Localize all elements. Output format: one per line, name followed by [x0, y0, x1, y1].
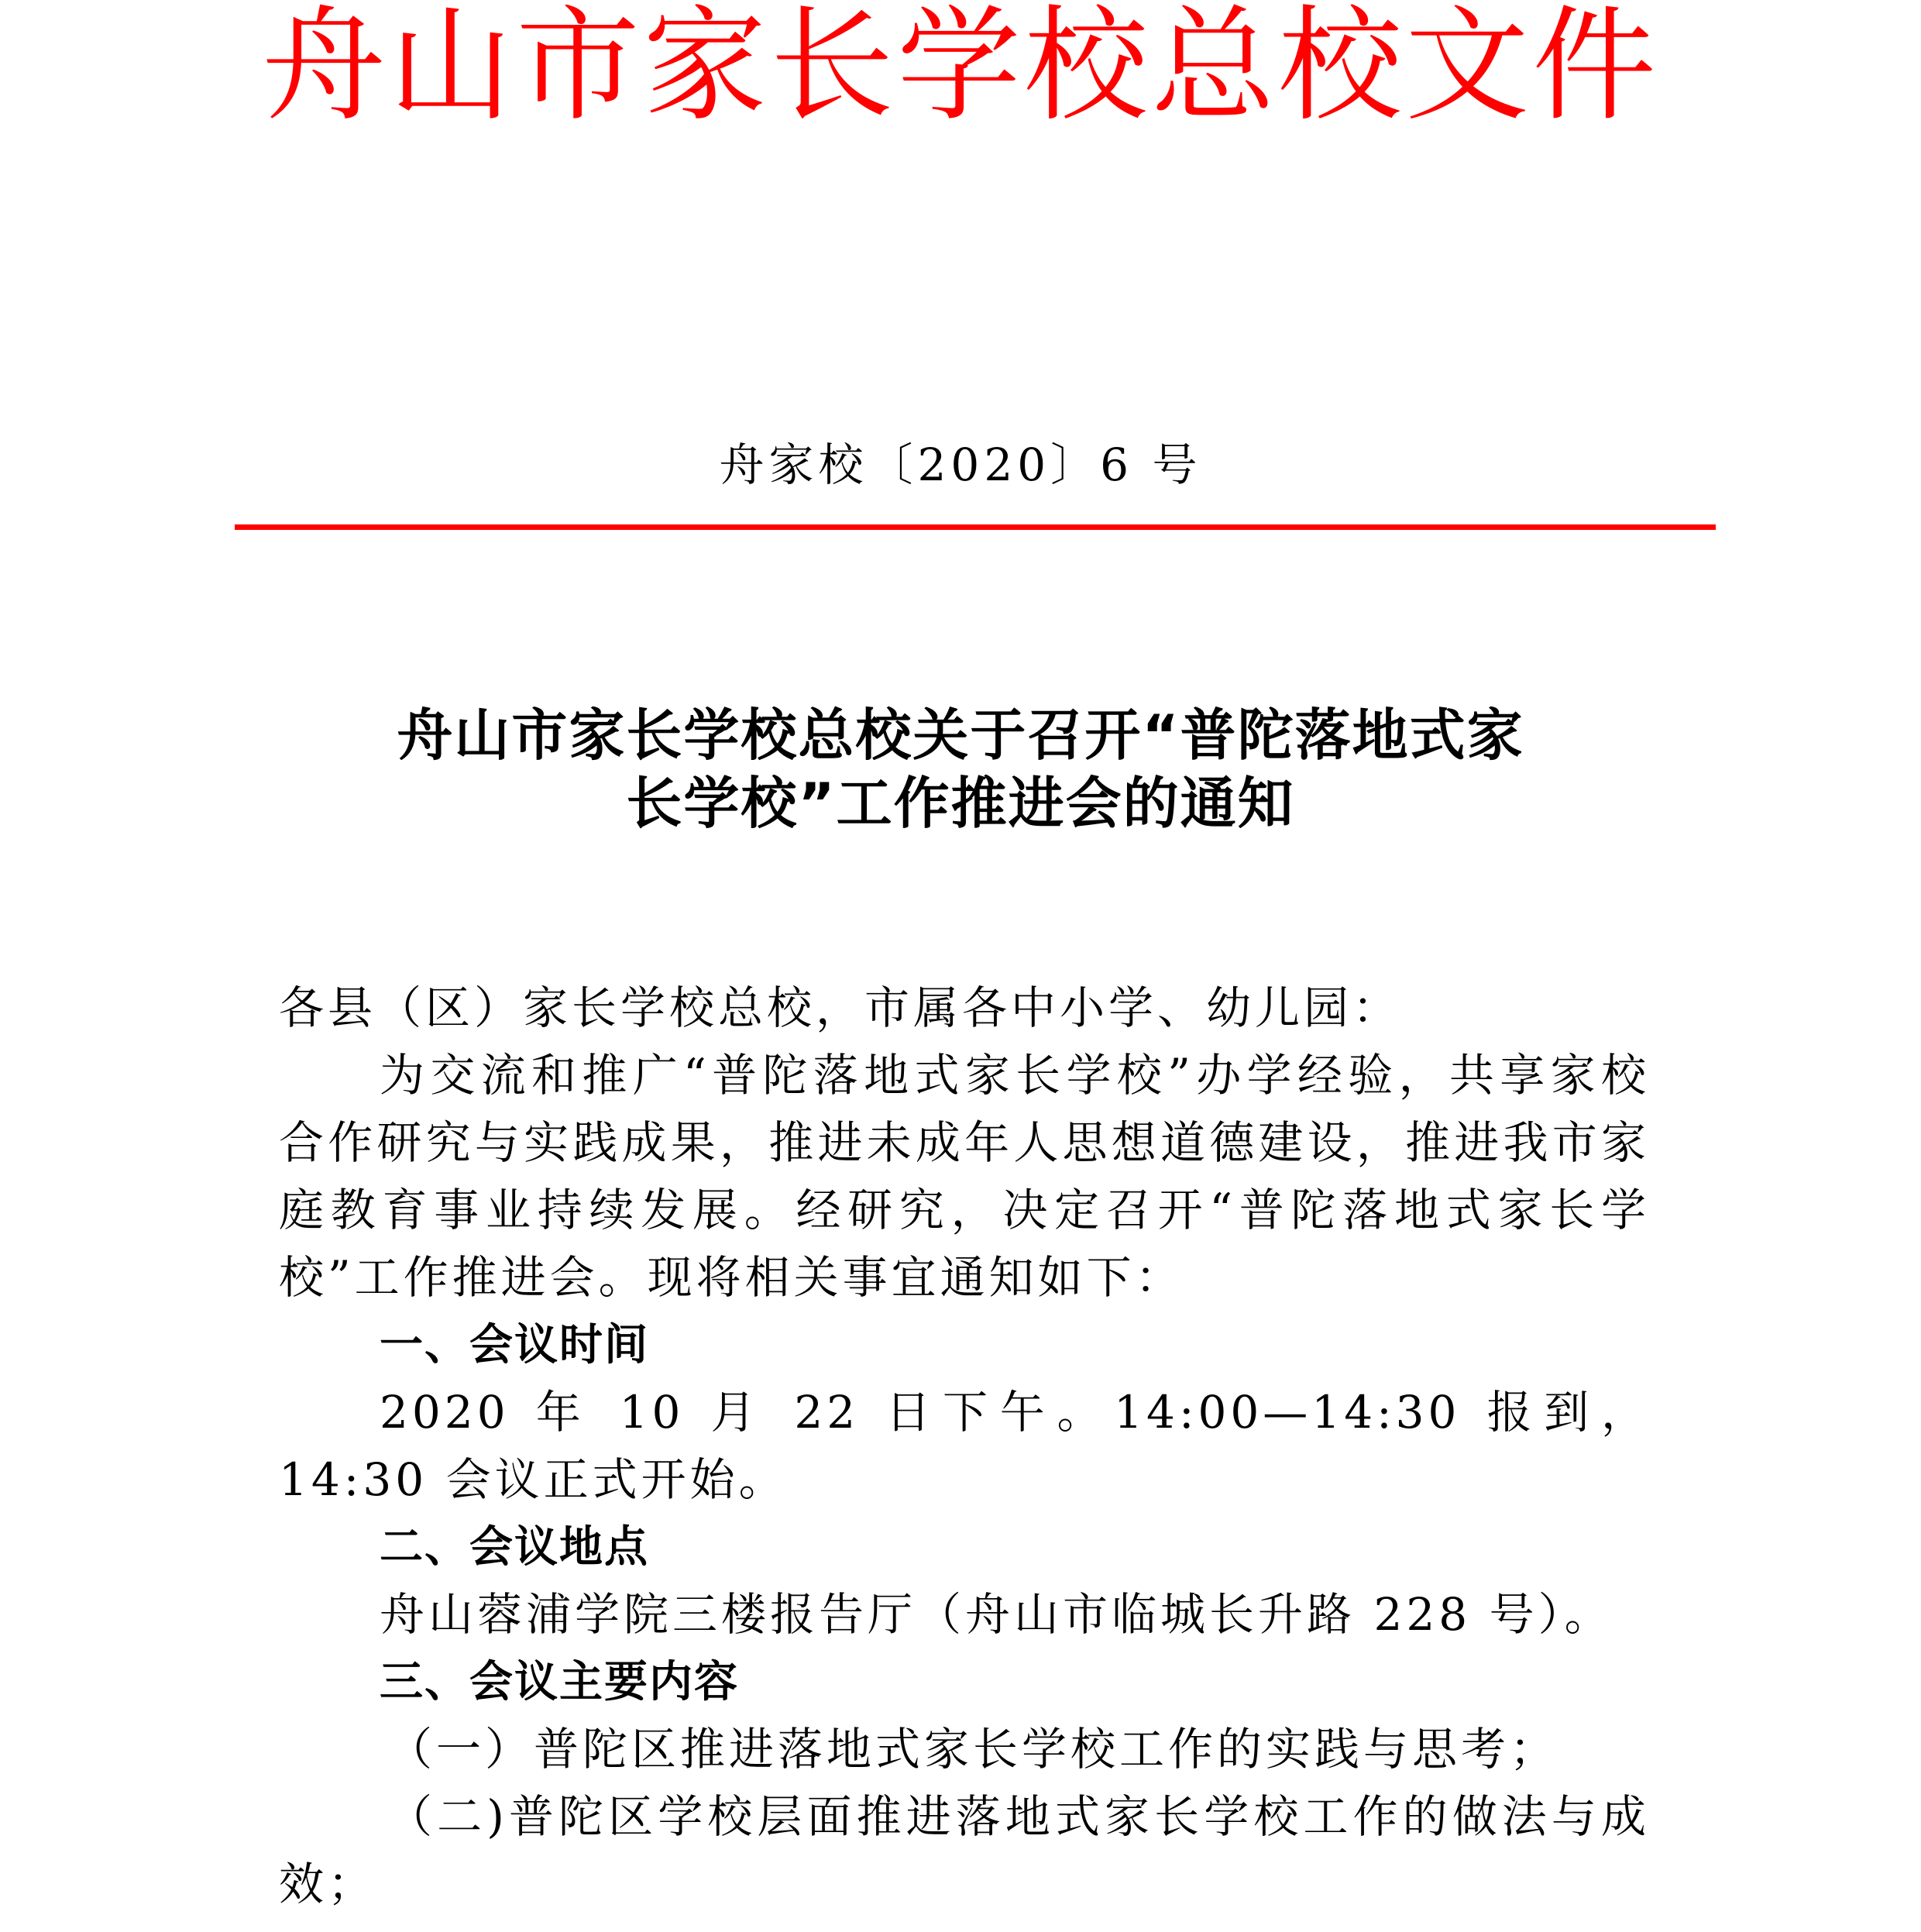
section-text-location: 舟山蓉浦学院三楼报告厅（舟山市临城长升路 228 号）。: [380, 1588, 1613, 1641]
red-divider-line: [235, 524, 1716, 530]
section-heading-location: 二、会议地点: [380, 1522, 649, 1573]
notice-title: [232, 701, 1689, 837]
notice-title-line-2: 长学校”工作推进会的通知: [626, 771, 1295, 836]
section-text-time: 2020 年 10 月 22 日下午。14:00—14:30 报到，14:30 会议正式开始。: [279, 1386, 1650, 1506]
content-item-1: （一）普陀区推进落地式家长学校工作的实践与思考；: [387, 1723, 1559, 1776]
notice-title-line-1: 舟山市家长学校总校关于召开“普陀落地式家: [397, 703, 1524, 768]
notice-body: [279, 975, 1650, 1918]
intro-paragraph: 为交流和推广“普陀落地式家长学校”办学经验，共享家校合作研究与实践成果，推进未成年人思想道德建设，推进我市家庭教育事业持续发展。经研究，决定召开“普陀落地式家长学校”工作推进会。现将相关事宜通知如下：: [279, 1049, 1650, 1304]
content-item-2: （二)普陀区学校层面推进落地式家长学校工作的做法与成效；: [279, 1790, 1650, 1910]
section-heading-time: 一、会议时间: [380, 1320, 649, 1370]
section-heading-content: 三、会议主要内容: [380, 1657, 739, 1707]
salutation: 各县（区）家长学校总校，市属各中小学、幼儿园：: [279, 981, 1402, 1034]
masthead-title: 舟山市家长学校总校文件: [261, 0, 1659, 138]
document-number: 舟家校〔2020〕6 号: [719, 438, 1202, 491]
